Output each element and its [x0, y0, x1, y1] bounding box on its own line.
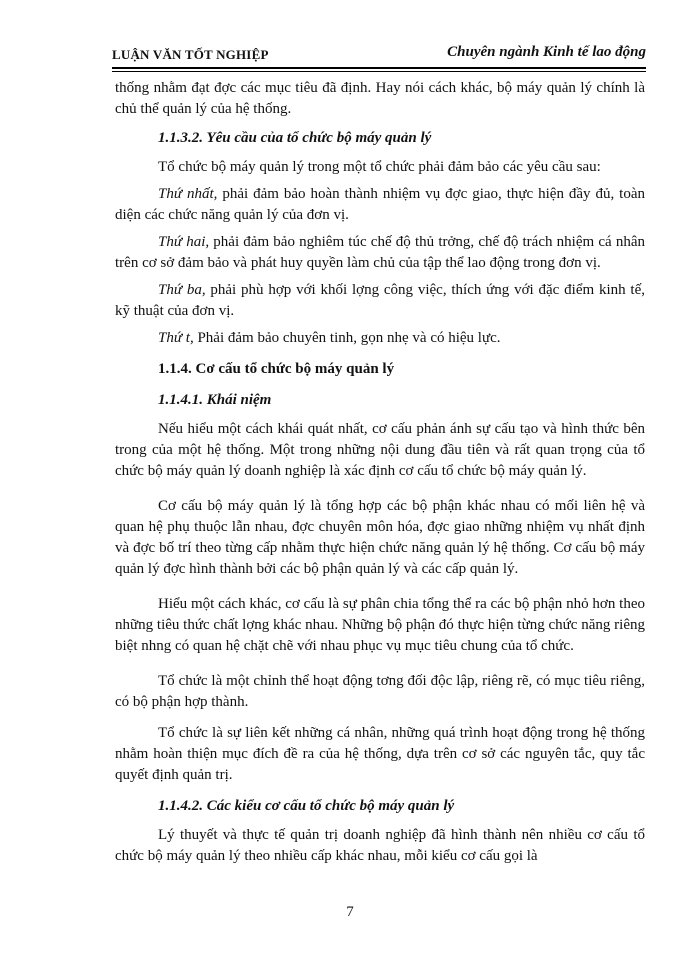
- requirement-second-text: phải đảm bảo nghiêm túc chế độ thủ trởng, chế độ trách nhiệm cá nhân trên cơ sở đảm bảo và phát huy quyền làm chủ của tập thể lao động trong đơn vị.: [115, 234, 645, 271]
- section-heading-1-1-4: 1.1.4. Cơ cấu tổ chức bộ máy quản lý: [158, 361, 395, 377]
- requirement-second: [115, 232, 645, 274]
- paragraph-structure-composition: Cơ cấu bộ máy quản lý là tổng hợp các bộ phận khác nhau có mối liên hệ và quan hệ phụ thuộc lẫn nhau, đợc chuyên môn hóa, đợc giao những nhiệm vụ nhất định và đợc bố trí theo từng cấp nhằm thực hiện chức năng quản lý hệ thống. Cơ cấu bộ máy quản lý đợc hình thành bởi các bộ phận quản lý và các cấp quản lý.: [115, 498, 645, 577]
- requirement-fourth: [115, 328, 645, 349]
- paragraph-organization-entity: Tổ chức là một chỉnh thể hoạt động tơng đối độc lập, riêng rẽ, có mục tiêu riêng, có bộ phận hợp thành.: [115, 673, 645, 710]
- paragraph-organization-linkage: Tổ chức là sự liên kết những cá nhân, những quá trình hoạt động trong hệ thống nhằm hoàn thiện mục đích đề ra của hệ thống, dựa trên cơ sở các nguyên tắc, quy tắc quyết định quản trị.: [115, 725, 645, 783]
- paragraph-structure-types: Lý thuyết và thực tế quản trị doanh nghiệp đã hình thành nên nhiều cơ cấu tổ chức bộ máy quản lý theo nhiều cấp khác nhau, mỗi kiểu cơ cấu gọi là: [115, 827, 645, 864]
- requirement-first-text: phải đảm bảo hoàn thành nhiệm vụ đợc giao, thực hiện đầy đủ, toàn diện các chức năng quản lý của đơn vị.: [115, 186, 645, 223]
- page-number: 7: [346, 904, 354, 920]
- requirement-second-lead: Thứ hai,: [158, 234, 210, 250]
- header-rule-thick: [112, 67, 646, 69]
- header-rule-thin: [112, 71, 646, 72]
- requirement-third-text: phải phù hợp với khối lợng công việc, thích ứng với đặc điểm kinh tế, kỹ thuật của đơn vị.: [115, 282, 645, 319]
- section-heading-1-1-4-1: 1.1.4.1. Khái niệm: [158, 392, 272, 408]
- paragraph-structure-definition: Nếu hiểu một cách khái quát nhất, cơ cấu phản ánh sự cấu tạo và hình thức bên trong của một hệ thống. Một trong những nội dung đầu tiên và rất quan trọng của tổ chức bộ máy quản lý doanh nghiệp là xác định cơ cấu tổ chức bộ máy quản lý.: [115, 421, 645, 479]
- requirement-fourth-lead: Thứ t,: [158, 330, 194, 346]
- page-body: [115, 78, 645, 867]
- header-major-label: Chuyên ngành Kinh tế lao động: [447, 44, 646, 60]
- requirement-first: [115, 184, 645, 226]
- section-heading-1-1-3-2: 1.1.3.2. Yêu cầu của tổ chức bộ máy quản lý: [158, 130, 432, 146]
- requirement-third-lead: Thứ ba,: [158, 282, 206, 298]
- paragraph-requirements-intro: Tổ chức bộ máy quản lý trong một tổ chức phải đảm bảo các yêu cầu sau:: [158, 159, 601, 175]
- requirement-fourth-text: Phải đảm bảo chuyên tinh, gọn nhẹ và có hiệu lực.: [193, 330, 501, 346]
- requirement-third: [115, 280, 645, 322]
- paragraph-structure-division: Hiểu một cách khác, cơ cấu là sự phân chia tổng thể ra các bộ phận nhỏ hơn theo những tiêu thức chất lợng khác nhau. Những bộ phận đó thực hiện từng chức năng riêng biệt nhng có quan hệ chặt chẽ với nhau phục vụ mục tiêu chung của tổ chức.: [115, 596, 645, 654]
- paragraph-continuation: thống nhằm đạt đợc các mục tiêu đã định. Hay nói cách khác, bộ máy quản lý chính là chủ thể quản lý của hệ thống.: [115, 80, 645, 117]
- requirement-first-lead: Thứ nhất,: [158, 186, 218, 202]
- section-heading-1-1-4-2: 1.1.4.2. Các kiểu cơ cấu tổ chức bộ máy quản lý: [158, 798, 455, 814]
- header-thesis-label: LUẬN VĂN TỐT NGHIỆP: [112, 47, 269, 62]
- page-header: [112, 44, 646, 66]
